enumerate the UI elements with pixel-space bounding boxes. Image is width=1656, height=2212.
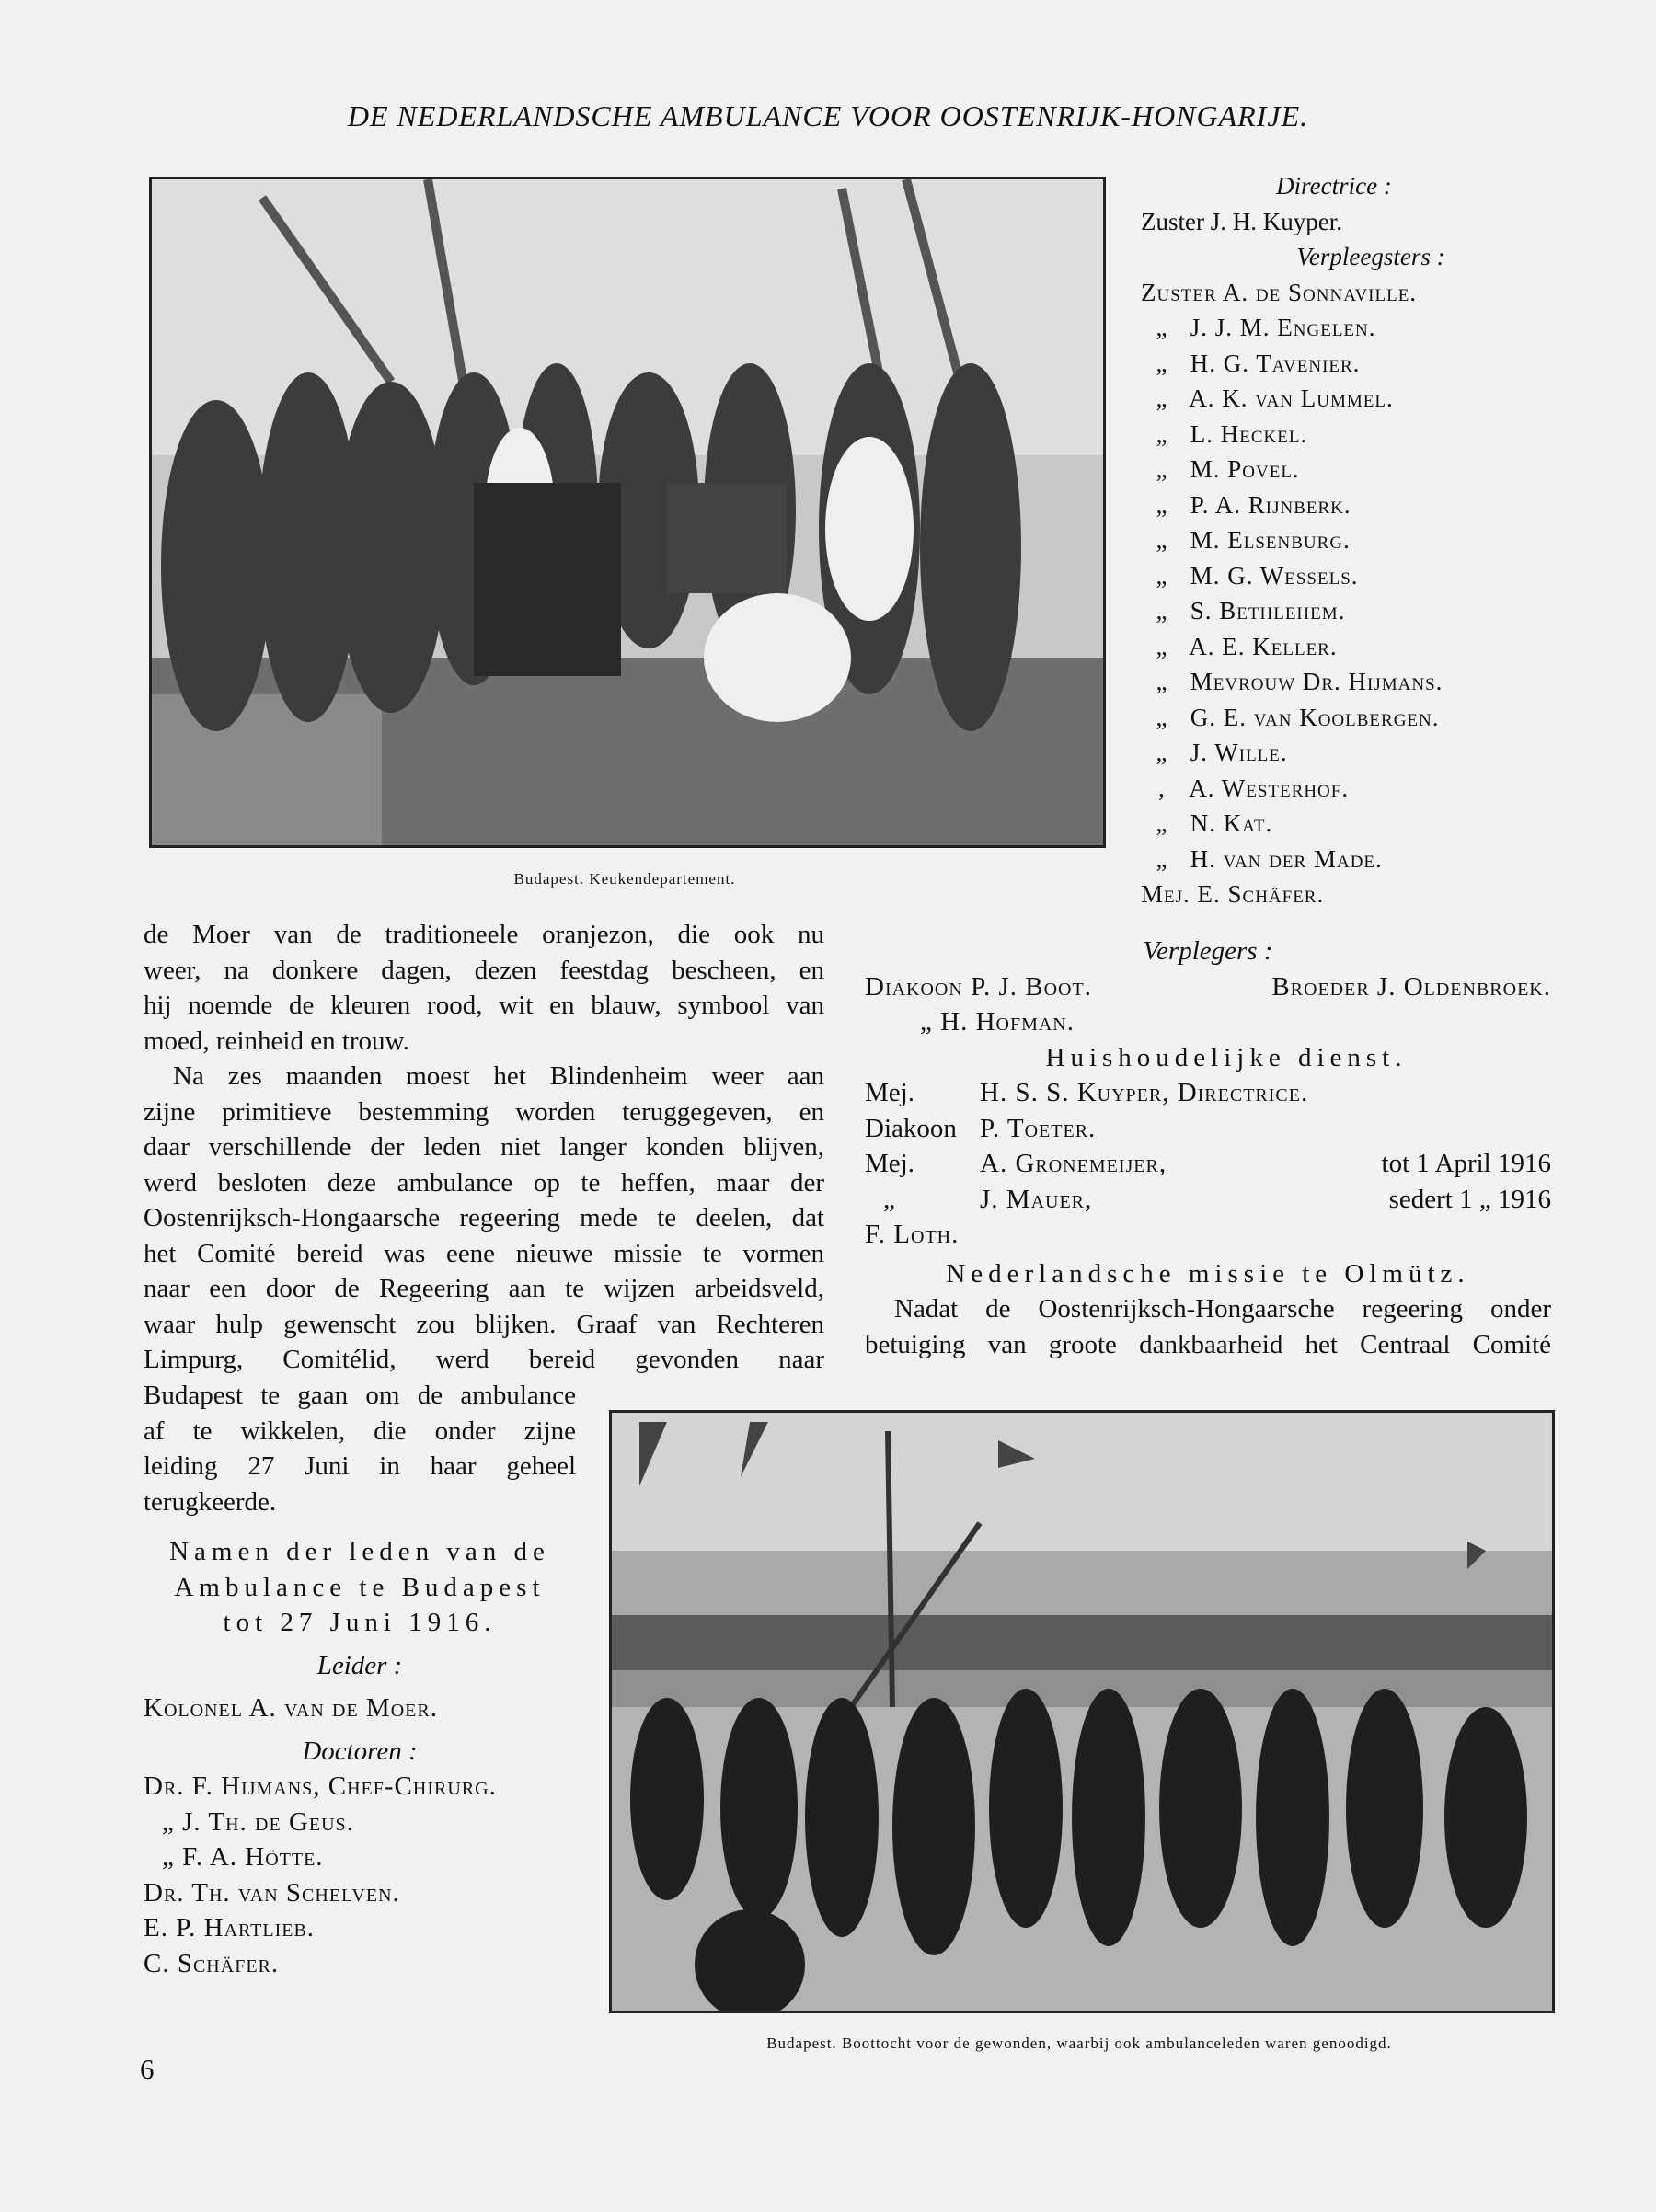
text-line: daar verschillende der leden niet langer konden blijven, bbox=[144, 1132, 824, 1162]
nurse-name: J. Wille. bbox=[1190, 739, 1288, 766]
boat-trip-photo bbox=[609, 1410, 1555, 2013]
nurses-list bbox=[1141, 168, 1564, 912]
ditto-mark: , bbox=[1158, 774, 1166, 802]
text-line: de Moer van de traditioneele oranjezon, die ook nu bbox=[144, 920, 824, 949]
male-nurses-heading: Verplegers : bbox=[1143, 936, 1273, 966]
text-line: Limpurg, Comitélid, werd bereid gevonden naar bbox=[144, 1345, 824, 1374]
text-line: Oostenrijksch-Hongaarsche regeering mede te deelen, dat bbox=[144, 1203, 824, 1232]
leader-name: Kolonel A. van de Moer. bbox=[144, 1693, 438, 1723]
male-nurse-name: Broeder J. Oldenbroek. bbox=[1271, 971, 1551, 1002]
nurse-name: A. Westerhof. bbox=[1189, 774, 1350, 802]
nurse-name: N. Kat. bbox=[1190, 809, 1273, 837]
ditto-mark: „ bbox=[1156, 703, 1168, 731]
nurse-name: S. Bethlehem. bbox=[1190, 597, 1346, 625]
nurse-name: Mevrouw Dr. Hijmans. bbox=[1190, 668, 1443, 695]
boat-trip-photo-caption: Budapest. Boottocht voor de gewonden, waarbij ook ambulanceleden waren genoodigd. bbox=[766, 2034, 1392, 2052]
nurse-row bbox=[1141, 629, 1564, 665]
text-line: hij noemde de kleuren rood, wit en blauw, symbool van bbox=[144, 991, 824, 1020]
nurse-name: M. Elsenburg. bbox=[1190, 526, 1351, 554]
ditto-mark: „ bbox=[1156, 455, 1168, 483]
male-nurses-row bbox=[865, 969, 1551, 1005]
household-row bbox=[865, 1146, 1551, 1182]
text-line: het Comité bereid was eene nieuwe missie te vormen bbox=[144, 1238, 824, 1268]
nurse-row bbox=[1141, 735, 1564, 771]
nurse-row bbox=[1141, 806, 1564, 842]
ditto-mark: „ bbox=[1156, 739, 1168, 766]
nurse-row bbox=[1141, 452, 1564, 487]
household-title: Mej. bbox=[865, 1078, 914, 1107]
doctor-name: „ F. A. Hötte. bbox=[162, 1842, 324, 1872]
ditto-mark: „ bbox=[1156, 809, 1168, 837]
text-line: leiding 27 Juni in haar geheel bbox=[144, 1451, 576, 1481]
household-name: J. Mauer, bbox=[980, 1184, 1093, 1214]
household-heading: Huishoudelijke dienst. bbox=[1045, 1042, 1408, 1072]
ditto-mark: „ bbox=[1156, 561, 1168, 590]
leader-heading: Leider : bbox=[316, 1650, 403, 1680]
nurse-prefix: Zuster bbox=[1141, 278, 1217, 306]
male-nurse-name: Diakoon P. J. Boot. bbox=[865, 971, 1092, 1002]
doctor-name: C. Schäfer. bbox=[144, 1948, 280, 1978]
nurse-name: J. J. M. Engelen. bbox=[1190, 314, 1376, 341]
nurse-name: M. G. Wessels. bbox=[1190, 561, 1359, 590]
nurse-row bbox=[1141, 771, 1564, 807]
household-name: P. Toeter. bbox=[980, 1113, 1097, 1143]
nurses-heading: Verpleegsters : bbox=[1296, 243, 1445, 270]
ditto-mark: „ bbox=[1156, 490, 1168, 519]
text-line: Nadat de Oostenrijksch-Hongaarsche regeering onder bbox=[894, 1294, 1551, 1324]
text-line: werd besloten deze ambulance op te heffen, maar der bbox=[144, 1167, 824, 1198]
members-heading: tot 27 Juni 1916. bbox=[223, 1608, 497, 1637]
household-name: F. Loth. bbox=[865, 1220, 960, 1249]
text-line: Budapest te gaan om de ambulance bbox=[144, 1381, 576, 1410]
nurse-name: P. A. Rijnberk. bbox=[1190, 490, 1351, 519]
nurse-row bbox=[1141, 664, 1564, 700]
kitchen-photo-caption: Budapest. Keukendepartement. bbox=[513, 870, 736, 888]
text-line: zijne primitieve bestemming worden teruggegeven, en bbox=[144, 1096, 824, 1127]
text-line: af te wikkelen, die onder zijne bbox=[144, 1415, 576, 1446]
nurse-row bbox=[1141, 381, 1564, 417]
doctor-name: E. P. Hartlieb. bbox=[144, 1913, 316, 1943]
nurse-row-0 bbox=[1141, 275, 1564, 311]
ditto-mark: „ bbox=[1156, 668, 1168, 695]
text-line: moed, reinheid en trouw. bbox=[144, 1026, 409, 1056]
text-line: naar een door de Regeering aan te wijzen arbeidsveld, bbox=[144, 1274, 824, 1303]
household-row bbox=[865, 1111, 1551, 1147]
nurse-name: A. de Sonnaville. bbox=[1222, 278, 1418, 306]
text-line: weer, na donkere dagen, dezen feestdag bescheen, en bbox=[144, 955, 824, 985]
nurse-row bbox=[1141, 522, 1564, 558]
page-number: 6 bbox=[140, 2053, 155, 2085]
directrice-name: Zuster J. H. Kuyper. bbox=[1141, 207, 1342, 235]
doctor-name: „ J. Th. de Geus. bbox=[162, 1806, 354, 1837]
household-title: „ bbox=[883, 1184, 895, 1214]
ditto-mark: „ bbox=[1156, 632, 1168, 660]
nurse-name: H. G. Tavenier. bbox=[1190, 349, 1361, 377]
household-name: A. Gronemeijer, bbox=[980, 1149, 1167, 1178]
nurse-row bbox=[1141, 487, 1564, 523]
members-heading: Ambulance te Budapest bbox=[174, 1572, 546, 1602]
directrice-heading: Directrice : bbox=[1276, 172, 1392, 200]
household-date: sedert 1 „ 1916 bbox=[1388, 1184, 1551, 1214]
ditto-mark: „ bbox=[1156, 349, 1168, 377]
body-text-right bbox=[865, 934, 1551, 1362]
mission-text bbox=[865, 1291, 1551, 1362]
nurse-row bbox=[1141, 346, 1564, 382]
members-list bbox=[144, 1534, 576, 1981]
household-title: Mej. bbox=[865, 1149, 914, 1178]
text-line: betuiging van groote dankbaarheid het Centraal Comité bbox=[865, 1329, 1551, 1359]
ditto-mark: „ bbox=[1156, 314, 1168, 341]
doctor-name: Dr. F. Hijmans, Chef-Chirurg. bbox=[144, 1771, 497, 1801]
nurse-row bbox=[1141, 700, 1564, 736]
nurse-name: H. van der Made. bbox=[1190, 844, 1383, 873]
ditto-mark: „ bbox=[1156, 844, 1168, 873]
body-text-left-narrow bbox=[144, 1378, 576, 1519]
household-date: tot 1 April 1916 bbox=[1381, 1149, 1551, 1178]
last-nurse: Mej. E. Schäfer. bbox=[1141, 880, 1325, 908]
ditto-mark: „ bbox=[1156, 526, 1168, 554]
ditto-mark: „ bbox=[1156, 419, 1168, 448]
nurse-row bbox=[1141, 842, 1564, 877]
male-nurse-name: „ H. Hofman. bbox=[920, 1007, 1075, 1037]
ditto-mark: „ bbox=[1156, 384, 1168, 412]
text-line: Na zes maanden moest het Blindenheim weer aan bbox=[173, 1061, 824, 1091]
nurse-name: L. Heckel. bbox=[1190, 419, 1308, 448]
household-title: Diakoon bbox=[865, 1113, 957, 1143]
ditto-mark: „ bbox=[1156, 597, 1168, 625]
household-row bbox=[865, 1182, 1551, 1218]
doctors-heading: Doctoren : bbox=[302, 1736, 418, 1766]
nurse-row bbox=[1141, 310, 1564, 346]
kitchen-photo bbox=[149, 177, 1106, 848]
nurse-name: A. E. Keller. bbox=[1189, 632, 1338, 660]
doctor-name: Dr. Th. van Schelven. bbox=[144, 1877, 400, 1908]
members-heading: Namen der leden van de bbox=[169, 1537, 550, 1566]
body-text-left bbox=[144, 917, 824, 1378]
household-name: H. S. S. Kuyper, Directrice. bbox=[980, 1078, 1309, 1107]
running-header: DE NEDERLANDSCHE AMBULANCE VOOR OOSTENRIJK-HONGARIJE. bbox=[347, 99, 1309, 132]
nurse-row bbox=[1141, 593, 1564, 629]
nurse-name: G. E. van Koolbergen. bbox=[1190, 703, 1440, 731]
nurse-row bbox=[1141, 417, 1564, 453]
nurse-row bbox=[1141, 558, 1564, 594]
nurse-name: A. K. van Lummel. bbox=[1189, 384, 1394, 412]
household-row bbox=[865, 1075, 1551, 1111]
nurse-name: M. Povel. bbox=[1190, 455, 1300, 483]
mission-heading: Nederlandsche missie te Olmütz. bbox=[946, 1258, 1470, 1289]
text-line: waar hulp gewenscht zou blijken. Graaf van Rechteren bbox=[144, 1309, 824, 1339]
text-line: terugkeerde. bbox=[144, 1486, 277, 1517]
